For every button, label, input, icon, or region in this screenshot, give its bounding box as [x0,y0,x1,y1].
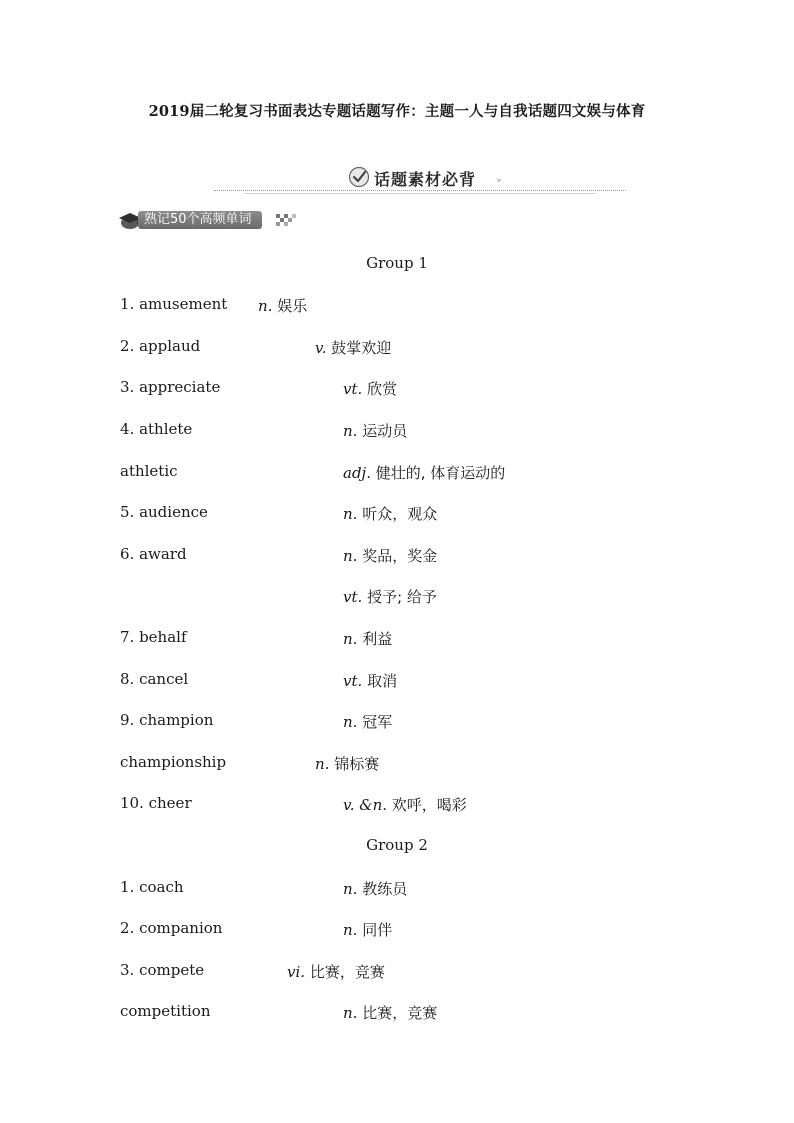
vocab-meaning: 比赛，竞赛 [309,963,385,981]
part-of-speech: n. [343,1004,358,1022]
part-of-speech: n. [343,630,358,648]
vocab-meaning: 锦标赛 [334,755,380,773]
vocab-definition [343,711,392,732]
vocab-meaning: 听众，观众 [362,505,438,523]
part-of-speech: vt. [343,380,363,398]
part-of-speech: v. &n. [343,796,388,814]
part-of-speech: v. [315,339,327,357]
banner-arrow-icon: » [496,176,502,186]
vocab-word: championship [120,753,227,771]
vocab-word: 2. companion [120,919,223,937]
vocab-row [0,378,794,402]
vocab-definition [343,420,407,441]
vocab-meaning: 鼓掌欢迎 [331,339,392,357]
document-title: 2019届二轮复习书面表达专题话题写作：主题一人与自我话题四文娱与体育 [148,103,646,120]
vocab-word: competition [120,1002,211,1020]
vocab-row [0,753,794,777]
part-of-speech: n. [343,880,358,898]
vocab-row [0,1002,794,1026]
vocab-meaning: 运动员 [362,422,408,440]
vocab-row [0,337,794,361]
vocab-row [0,503,794,527]
vocab-definition [315,337,391,358]
vocab-word: 7. behalf [120,628,187,646]
topic-banner [214,164,626,196]
vocab-meaning: 利益 [362,630,393,648]
vocab-meaning: 冠军 [362,713,393,731]
vocab-meaning: 奖品，奖金 [362,547,438,565]
vocab-word: athletic [120,462,178,480]
vocab-word: 4. athlete [120,420,193,438]
banner-label: 话题素材必背 [374,170,477,189]
vocab-word: 3. compete [120,961,205,979]
vocab-meaning: 欢呼，喝彩 [391,796,467,814]
vocab-row [0,295,794,319]
vocab-meaning: 比赛，竞赛 [362,1004,438,1022]
checker-decoration-icon [276,214,296,226]
vocab-word: 6. award [120,545,187,563]
vocab-word: 1. coach [120,878,184,896]
vocab-word: 9. champion [120,711,214,729]
vocab-meaning: 娱乐 [277,297,308,315]
banner-dotted-rule [214,190,626,191]
vocab-meaning: 欣赏 [367,380,398,398]
group-heading: Group 1 [366,254,428,272]
vocab-definition [343,462,505,483]
vocab-row [0,628,794,652]
section-tag [118,209,300,231]
part-of-speech: n. [343,547,358,565]
vocab-definition [343,503,437,524]
vocab-word: 1. amusement [120,295,228,313]
vocab-row [0,878,794,902]
part-of-speech: vt. [343,588,363,606]
vocab-row [0,961,794,985]
vocab-definition [343,545,437,566]
part-of-speech: n. [315,755,330,773]
part-of-speech: n. [343,505,358,523]
vocab-definition [343,586,437,607]
vocab-definition [258,295,307,316]
vocab-row [0,586,794,610]
vocab-word: 8. cancel [120,670,189,688]
vocab-definition [343,378,397,399]
vocab-meaning: 授予; 给予 [367,588,437,606]
vocab-word: 10. cheer [120,794,192,812]
vocab-definition [315,753,379,774]
vocab-meaning: 教练员 [362,880,408,898]
vocab-row [0,919,794,943]
part-of-speech: n. [343,713,358,731]
vocab-meaning: 健壮的, 体育运动的 [375,464,506,482]
vocab-row [0,420,794,444]
vocab-definition [343,1002,437,1023]
vocab-meaning: 同伴 [362,921,393,939]
vocab-row [0,794,794,818]
group-heading: Group 2 [366,836,428,854]
vocab-definition [343,670,397,691]
vocab-definition [343,878,407,899]
vocab-word: 2. applaud [120,337,201,355]
banner-rule [244,193,596,194]
part-of-speech: n. [343,921,358,939]
section-label: 熟记50个高频单词 [138,211,262,229]
vocab-word: 3. appreciate [120,378,221,396]
part-of-speech: vi. [287,963,306,981]
vocab-word: 5. audience [120,503,208,521]
vocab-row [0,711,794,735]
vocab-definition [287,961,385,982]
vocab-row [0,545,794,569]
vocab-definition [343,628,392,649]
checkmark-circle-icon [348,166,370,188]
part-of-speech: n. [343,422,358,440]
part-of-speech: vt. [343,672,363,690]
vocab-row [0,462,794,486]
vocab-row [0,670,794,694]
vocab-definition [343,919,392,940]
part-of-speech: n. [258,297,273,315]
vocab-definition [343,794,467,815]
part-of-speech: adj. [343,464,371,482]
vocab-meaning: 取消 [367,672,398,690]
